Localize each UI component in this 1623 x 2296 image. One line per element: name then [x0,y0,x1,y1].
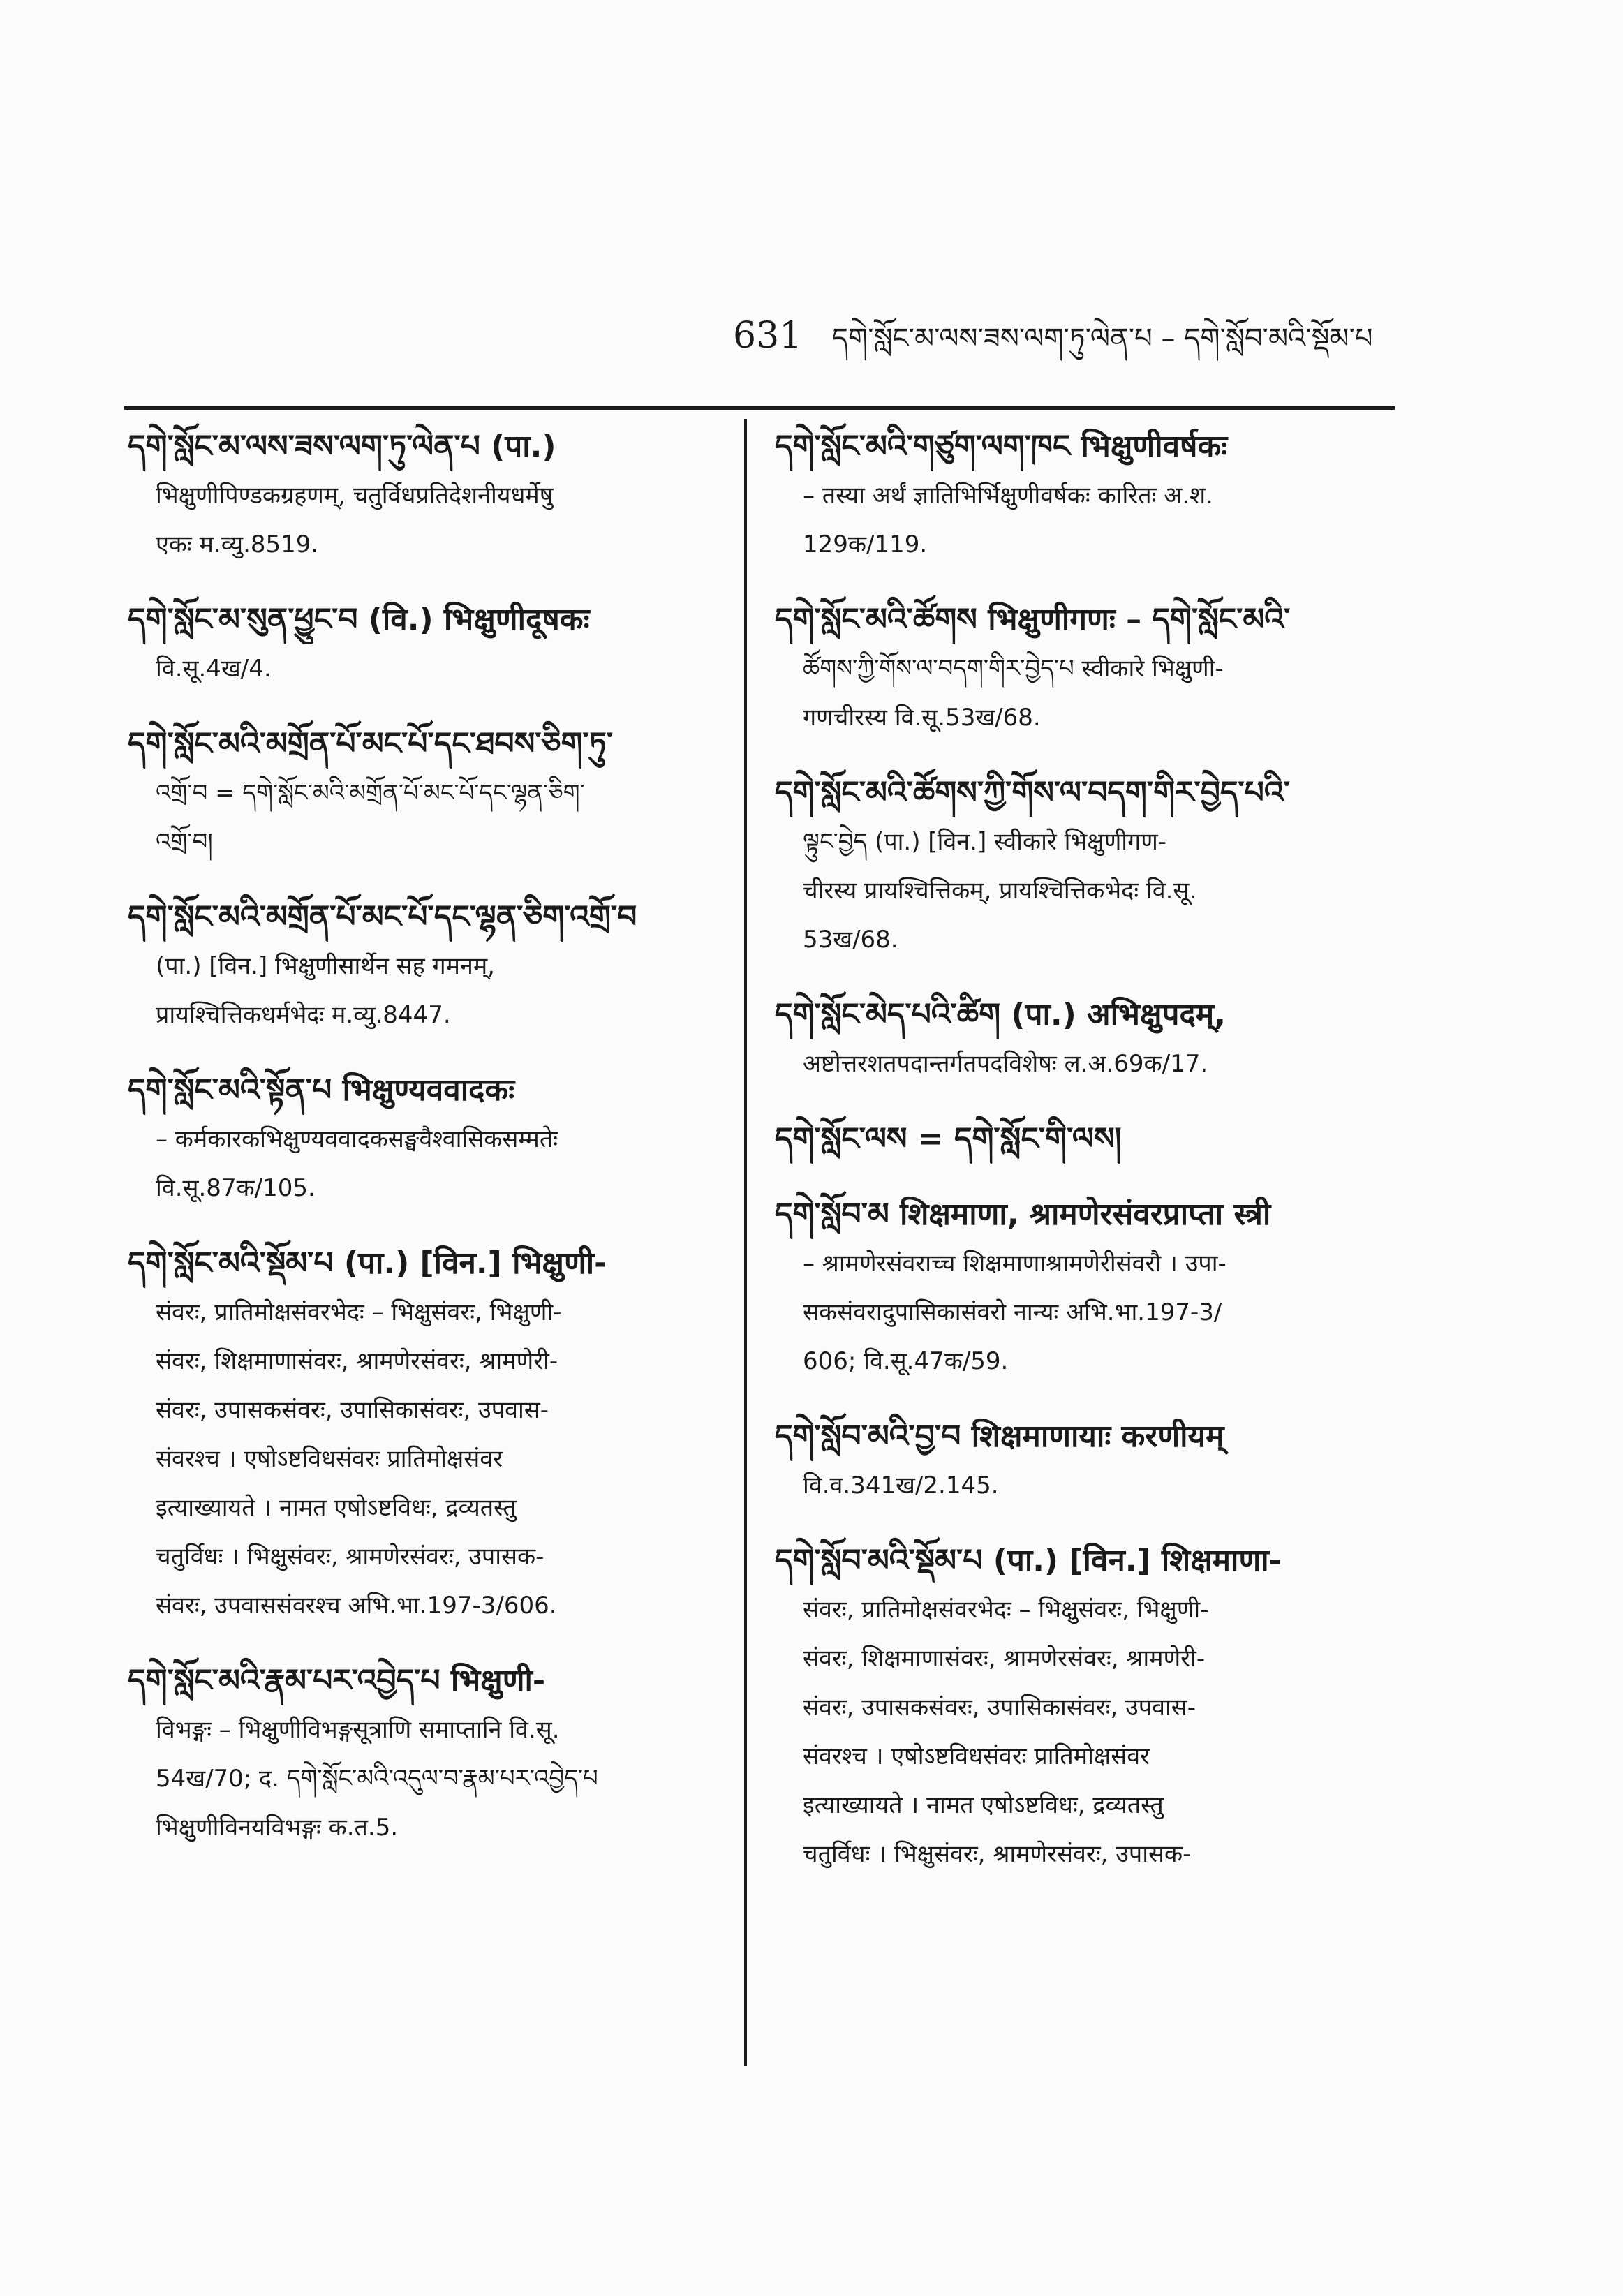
entry-body-line: चतुर्विधः । भिक्षुसंवरः, श्रामणेरसंवरः, उपासक- [156,1543,544,1571]
entry-body-line: 606; वि.सू.47क/59. [803,1347,1009,1375]
dictionary-entry [128,422,728,569]
entry-headword-line: དགེ་སློང་མའི་ཚོགས་ཀྱི་གོས་ལ་བདག་གིར་བྱེད་པའི་ [775,775,1290,810]
running-header [733,315,1438,357]
entry-body-line: विभङ्गः – भिक्षुणीविभङ्गसूत्राणि समाप्तानि वि.सू. [156,1716,560,1744]
dictionary-entry [775,1115,1375,1164]
entry-body-line: भिक्षुणीपिण्डकग्रहणम्, चतुर्विधप्रतिदेशनीयधर्मेषु [156,482,554,510]
entry-headword-line: དགེ་སློང་མའི་མགྲོན་པོ་མང་པོ་དང་ཐབས་ཅིག་ཏུ་ [128,726,613,762]
entry-body-line: संवरः, उपासकसंवरः, उपासिकासंवरः, उपवास- [803,1694,1196,1721]
entry-headword-line: དགེ་སློང་མའི་སྡོམ་པ (पा.) [विन.] भिक्षुणी- [128,1245,607,1281]
right-column [775,422,1375,1905]
entry-headword-line: དགེ་སློང་མའི་གཙུག་ལག་ཁང भिक्षुणीवर्षकः [775,429,1228,464]
entry-body-line: इत्याख्यायते । नामत एषोऽष्टविधः, द्रव्यतस्तु [156,1494,517,1522]
column-divider [744,419,747,2066]
entry-headword-line: དགེ་སློབ་མའི་སྡོམ་པ (पा.) [विन.] शिक्षमाणा- [775,1543,1282,1578]
entry-headword-line: དགེ་སློང་ལས = དགེ་སློང་གི་ལས། [775,1121,1122,1157]
entry-body-line: सकसंवरादुपासिकासंवरो नान्यः अभि.भा.197-3/ [803,1298,1222,1326]
entry-headword-line: དགེ་སློང་མའི་ཚོགས भिक्षुणीगणः – དགེ་སློང་མའི་ [775,602,1291,637]
dictionary-entry [128,595,728,693]
dictionary-entry [775,1412,1375,1510]
entry-body-line: प्रायश्चित्तिकधर्मभेदः म.व्यु.8447. [156,1001,451,1029]
page-number: 631 [733,315,803,357]
entry-body-line: འགྲོ་བ། [156,828,213,856]
entry-body-line: 129क/119. [803,531,928,558]
left-column [128,422,728,1879]
entry-body-line: संवरः, शिक्षमाणासंवरः, श्रामणेरसंवरः, श्रामणेरी- [803,1645,1206,1673]
entry-headword-line: དགེ་སློང་མ་ལས་ཟས་ལག་ཏུ་ལེན་པ (पा.) [128,429,556,464]
dictionary-entry [128,893,728,1039]
entry-body-line: संवरः, प्रातिमोक्षसंवरभेदः – भिक्षुसंवरः, भिक्षुणी- [803,1596,1209,1624]
dictionary-entry [775,422,1375,569]
entry-headword-line: དགེ་སློང་མའི་མགྲོན་པོ་མང་པོ་དང་ལྷན་ཅིག་འགྲོ་བ [128,899,637,935]
entry-body-line: इत्याख्यायते । नामत एषोऽष्टविधः, द्रव्यतस्तु [803,1791,1164,1819]
entry-body-line: भिक्षुणीविनयविभङ्गः क.त.5. [156,1814,399,1842]
header-rule [124,406,1395,410]
dictionary-entry [128,720,728,866]
dictionary-entry [128,1657,728,1852]
entry-headword-line: དགེ་སློབ་མའི་བྱ་བ शिक्षमाणायाः करणीयम् [775,1419,1224,1454]
entry-headword-line: དགེ་སློང་མེད་པའི་ཚིག (पा.) अभिक्षुपदम्, [775,997,1226,1032]
entry-body-line: वि.व.341ख/2.145. [803,1472,999,1499]
entry-headword-line: དགེ་སློབ་མ शिक्षमाणा, श्रामणेरसंवरप्राप्ता स्त्री [775,1197,1271,1232]
entry-headword-line: དགེ་སློང་མའི་རྣམ་པར་འབྱེད་པ भिक्षुणी- [128,1663,546,1698]
dictionary-entry [775,1536,1375,1879]
dictionary-entry [775,1190,1375,1386]
running-title: དགེ་སློང་མ་ལས་ཟས་ལག་ཏུ་ལེན་པ – དགེ་སློབ་མའི་སྡོམ་པ [831,323,1373,355]
entry-body-line: वि.सू.87क/105. [156,1174,316,1202]
entry-body-line: वि.सू.4ख/4. [156,655,272,683]
entry-body-line: गणचीरस्य वि.सू.53ख/68. [803,704,1041,732]
entry-body-line: – तस्या अर्थं ज्ञातिभिर्भिक्षुणीवर्षकः कारितः अ.श. [803,482,1213,510]
dictionary-entry [128,1239,728,1630]
entry-body-line: संवरश्च । एषोऽष्टविधसंवरः प्रातिमोक्षसंवर [156,1445,503,1473]
dictionary-entry [775,991,1375,1088]
entry-body-line: (पा.) [विन.] भिक्षुणीसार्थेन सह गमनम्, [156,952,495,980]
entry-body-line: – कर्मकारकभिक्षुण्यववादकसङ्घवैश्वासिकसम्मतेः [156,1125,558,1153]
entry-body-line: संवरः, उपवाससंवरश्च अभि.भा.197-3/606. [156,1592,557,1620]
entry-body-line: संवरः, उपासकसंवरः, उपासिकासंवरः, उपवास- [156,1396,549,1424]
dictionary-entry [775,769,1375,964]
entry-body-line: འགྲོ་བ = དགེ་སློང་མའི་མགྲོན་པོ་མང་པོ་དང་ལྷན་ཅིག་ [156,779,585,807]
entry-headword-line: དགེ་སློང་མའི་སྟོན་པ भिक्षुण्यववादकः [128,1072,515,1108]
entry-body-line: चीरस्य प्रायश्चित्तिकम्, प्रायश्चित्तिकभेदः वि.सू. [803,877,1197,905]
entry-body-line: ཚོགས་ཀྱི་གོས་ལ་བདག་གིར་བྱེད་པ स्वीकारे भिक्षुणी- [803,655,1224,683]
entry-body-line: ལྟུང་བྱེད (पा.) [विन.] स्वीकारे भिक्षुणीगण- [803,828,1167,856]
entry-body-line: एकः म.व्यु.8519. [156,531,319,558]
entry-headword-line: དགེ་སློང་མ་སུན་ཕྱུང་བ (वि.) भिक्षुणीदूषकः [128,602,590,637]
entry-body-line: चतुर्विधः । भिक्षुसंवरः, श्रामणेरसंवरः, उपासक- [803,1840,1192,1868]
entry-body-line: संवरः, प्रातिमोक्षसंवरभेदः – भिक्षुसंवरः, भिक्षुणी- [156,1298,562,1326]
dictionary-entry [775,595,1375,742]
entry-body-line: अष्टोत्तरशतपदान्तर्गतपदविशेषः ल.अ.69क/17. [803,1050,1208,1078]
dictionary-entry [128,1066,728,1213]
entry-body-line: संवरः, शिक्षमाणासंवरः, श्रामणेरसंवरः, श्रामणेरी- [156,1347,558,1375]
entry-body-line: 54ख/70; द. དགེ་སློང་མའི་འདུལ་བ་རྣམ་པར་འབྱེད་པ [156,1765,598,1793]
entry-body-line: 53ख/68. [803,926,898,954]
entry-body-line: संवरश्च । एषोऽष्टविधसंवरः प्रातिमोक्षसंवर [803,1742,1150,1770]
entry-body-line: – श्रामणेरसंवराच्च शिक्षमाणाश्रामणेरीसंवरौ । उपा- [803,1250,1226,1277]
